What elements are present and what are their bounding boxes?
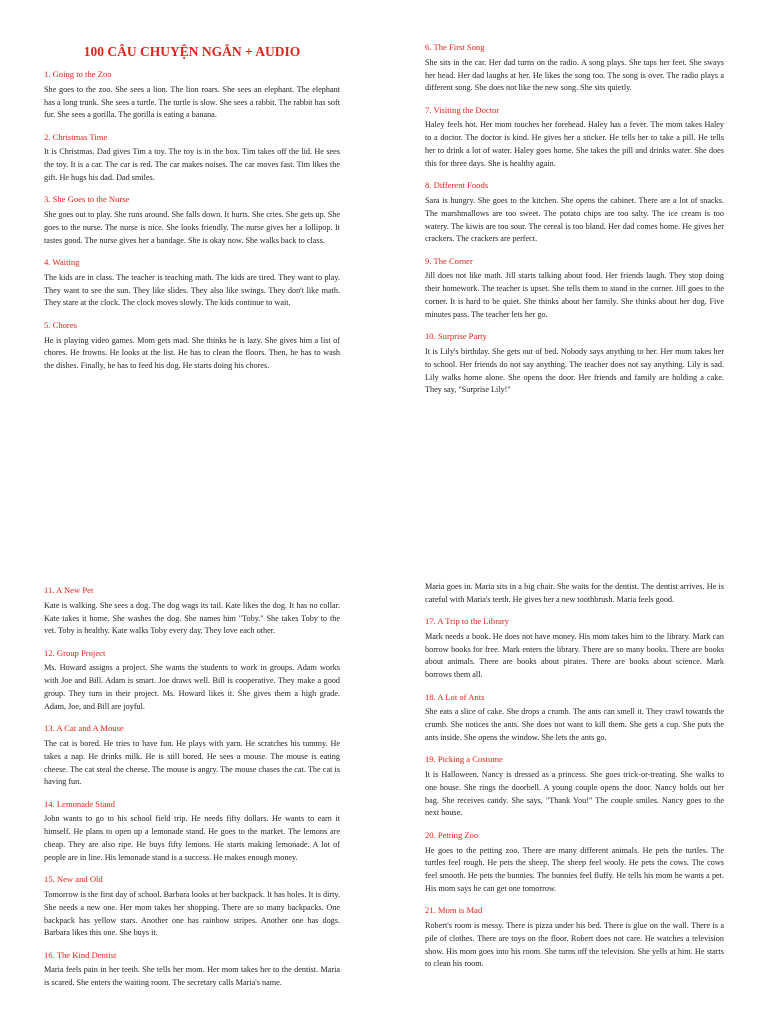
story-18 [425,691,724,745]
story-text: John wants to go to his school field trip. He needs fifty dollars. He wants to earn it himself. He plans to open up a lemonade stand. He goes to the market. The lemons are cheap. They are also ripe. He buys fifty lemons. He starts making lemonade. A lot of people are in line. His lemonade stand is a success. He makes enough money. [44,814,340,862]
story-16-continuation [425,581,724,607]
story-11 [44,584,340,638]
story-10 [425,330,724,397]
story-text: She sits in the car. Her dad turns on the radio. A song plays. She taps her feet. She sways her head. Her dad laughs at her. He likes the song too. The song is over. The radio plays a different song. She does not like the new song. She sits quietly. [425,57,724,93]
page-2-right-column [425,581,724,980]
story-heading: 19. Picking a Costume [425,754,503,765]
story-heading: 9. The Corner [425,255,473,266]
story-text: Mark needs a book. He does not have money. His mom takes him to the library. Mark can borrow books for free. Mark enters the library. There are so many books. There are books about animals. There are books about pirates. There are books about science. Mark borrows them all. [425,631,724,680]
story-text: Tomorrow is the first day of school. Barbara looks at her backpack. It has holes. It is dirty. She needs a new one. Her mom takes her shopping. There are so many backpacks. One backpack has yellow stars. Another one has rainbow stripes. Another one has dogs. Barbara likes this one. She buys it. [44,889,340,938]
story-heading: 1. Going to the Zoo [44,69,112,79]
story-text: It is Halloween. Nancy is dressed as a princess. She goes trick-or-treating. She walks to one house. She rings the doorbell. A young couple opens the door. Nancy holds out her bag. She receives candy. She says, "Thank You!" The couple smiles. Nancy goes to the next house. [425,770,724,818]
story-text: Maria goes in. Maria sits in a big chair. She waits for the dentist. The dentist arrives. He is careful with Maria's teeth. He gives her a new toothbrush. Maria feels good. [425,582,724,604]
story-5 [44,319,340,373]
story-4 [44,256,340,310]
story-text: The kids are in class. The teacher is teaching math. The kids are tired. They want to play. They want to see the sun. They like slides. They also like swings. They don't like math. They stare at the clock. The clock moves slowly. The kids continue to wait. [44,272,340,308]
story-20 [425,829,724,896]
story-heading: 14. Lemonade Stand [44,798,115,809]
story-text: She goes to the zoo. She sees a lion. The lion roars. She sees an elephant. The elephant has a long trunk. She sees a turtle. The turtle is slow. She sees a rabbit. The rabbit has soft fur. She sees a gorilla. The gorilla is eating a banana. [44,84,340,120]
story-8 [425,179,724,246]
story-text: She goes out to play. She runs around. She falls down. It hurts. She cries. She gets up. She goes to the nurse. The nurse is nice. She looks friendly. The nurse gives her a lollipop. It tastes good. The nurse gives her a bandage. She is okay now. She walks back to class. [44,210,340,245]
story-heading: 7. Visiting the Doctor [425,104,500,115]
story-heading: 5. Chores [44,319,77,330]
story-heading: 15. New and Old [44,874,103,885]
story-text: She eats a slice of cake. She drops a crumb. The ants can smell it. They crawl towards the crumb. She notices the ants. She does not want to kill them. She gets a cup. She puts the ants inside. She opens the window. She lets the ants go. [425,707,724,742]
story-2 [44,131,340,185]
story-14 [44,798,340,865]
story-heading: 18. A Lot of Ants [425,691,485,702]
story-3 [44,193,340,247]
story-21 [425,904,724,971]
story-heading: 12. Group Project [44,647,106,658]
page-2 [0,512,768,1024]
story-text: It is Lily's birthday. She gets out of bed. Nobody says anything to her. Her mom takes her to school. Her friends do not say anything. The teacher does not say anything. Lily is sad. Lily walks home alone. She opens the door. Her friends and family are holding a cake. They say, "Surprise Lily!" [425,346,724,395]
story-text: Ms. Howard assigns a project. She wants the students to work in groups. Adam works with Joe and Bill. Adam is smart. Joe draws well. Bill is cooperative. They make a good group. They turn in their project. Ms. Howard likes it. She gives them a high grade. Adam, Joe, and Bill are joyful. [44,663,340,711]
story-text: The cat is bored. He tries to have fun. He plays with yarn. He scratches his tummy. He takes a nap. He drinks milk. He is still bored. He sees a mouse. The mouse is eating cheese. The cat steal the cheese. The mouse is angry. The mouse chases the cat. The cat is having fun. [44,738,340,787]
page-2-left-column [44,584,340,999]
story-text: Sara is hungry. She goes to the kitchen. She opens the cabinet. There are a lot of snacks. The marshmallows are too sweet. The potato chips are too salty. The ice cream is too watery. The kiwis are too sour. The cereal is too bland. Her dad comes home. He gives her crackers. The crackers are perfect. [425,195,724,244]
story-text: He is playing video games. Mom gets mad. She thinks he is lazy. She gives him a list of chores. He frowns. He looks at the list. He has to clean the floors. Then, he has to wash the dishes. Finally, he has to feed his dog. He starts doing his chores. [44,335,340,371]
story-16 [44,949,340,990]
story-heading: 17. A Trip to the Library [425,616,510,627]
story-heading: 8. Different Foods [425,180,489,191]
story-13 [44,722,340,789]
story-7 [425,104,724,171]
story-17 [425,615,724,682]
story-heading: 2. Christmas Time [44,131,108,142]
page-1-right-column [425,41,724,406]
story-text: It is Christmas. Dad gives Tim a toy. The toy is in the box. Tim takes off the lid. He sees the toy. It is a car. The car is red. The car makes noises. The car moves fast. Tim likes the gift. He hugs his dad. Dad smiles. [44,147,340,183]
story-heading: 11. A New Pet [44,585,94,595]
story-text: Haley feels hot. Her mom touches her forehead. Haley has a fever. The mom takes Haley to a doctor. The doctor is kind. He gives her a sticker. He tells her to take a pill. He tells her to drink a lot of water. Haley goes home. She takes the pill and drinks water. She does this for three days. She is healthy again. [425,120,724,168]
story-15 [44,873,340,940]
story-text: He goes to the petting zoo. There are many different animals. He pets the turtles. The turtles feel rough. He pets the sheep. The sheep feel wooly. He pets the cows. The cows feel smooth. He pets the bunnies. The bunnies feel fluffy. He tells his mom he wants a pet. His mom says he can get one tomorrow. [425,845,724,893]
story-heading: 13. A Cat and A Mouse [44,723,124,734]
story-heading: 10. Surprise Party [425,331,487,342]
story-heading: 4. Waiting [44,257,80,268]
story-1 [44,68,340,122]
story-text: Jill does not like math. Jill starts talking about food. Her friends laugh. They stop doing their homework. The teacher is upset. She tells them to stand in the corner. Jill goes to the corner. It is hard to be quiet. She thinks about her family. She thinks about her dog. Five minutes pass. The teacher lets her go. [425,271,724,319]
story-12 [44,647,340,714]
document-title: 100 CÂU CHUYỆN NGẮN + AUDIO [83,44,301,59]
story-text: Kate is walking. She sees a dog. The dog wags its tail. Kate likes the dog. It has no collar. Kate takes it home. She washes the dog. She names him "Toby." She takes Toby to the vet. Toby is healthy. Kate walks Toby every day. They love each other. [44,600,340,636]
page-1-left-column [44,43,340,381]
story-heading: 16. The Kind Dentist [44,949,117,960]
story-text: Robert's room is messy. There is pizza under his bed. There is glue on the wall. There is a pile of clothes. There are toys on the floor. Robert does not care. He watches a television show. His mom goes into his room. She turns off the television. She yells at him. He starts to clean his room. [425,921,724,969]
story-heading: 21. Mom is Mad [425,905,483,916]
story-heading: 20. Petting Zoo [425,829,479,840]
story-heading: 3. She Goes to the Nurse [44,194,130,205]
story-text: Maria feels pain in her teeth. She tells her mom. Her mom takes her to the dentist. Maria is scared. She enters the waiting room. The secretary calls Maria's name. [44,965,340,988]
story-6 [425,41,724,95]
story-9 [425,255,724,322]
story-19 [425,753,724,820]
story-heading: 6. The First Song [425,42,485,52]
